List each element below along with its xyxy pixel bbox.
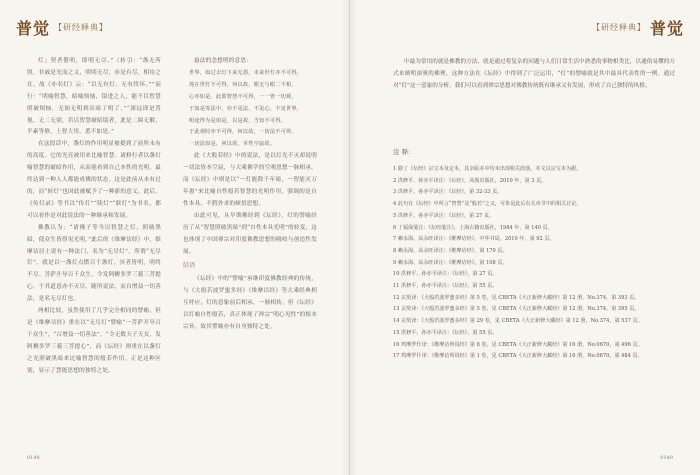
footnote: 5 洪修平、孙亦平译注：《坛经》，第 27 页。 (393, 212, 495, 219)
paragraph: 悬法的念想明的意思： (194, 58, 252, 64)
footnotes-list (393, 164, 675, 363)
footnote: 3 洪修平、孙亦平译注：《坛经》，第 32-33 页。 (393, 189, 503, 196)
verse-line: 于如是等法中，亦不见法，不见心，不见世界， (189, 105, 303, 112)
footnote: 10 洪修平、孙亦平译注：《坛经》，第 27 页。 (393, 271, 498, 278)
footnote: 9 赖永海、高永旺译注：《维摩诘经》，第 108 页。 (393, 259, 508, 266)
section-subtitle: 【研经释典】 (54, 23, 109, 32)
section-subtitle: 【研经释典】 (591, 23, 646, 32)
left-column-2 (183, 56, 317, 334)
verse-line: 世界，如过去灯下来无怨，未来世灯亦不可得， (189, 69, 303, 76)
footnote: 14 玄奘译：《大般若波罗蜜多经》第 29 卷，见 CBETA《大正新修大藏经》第 12 册，No.374，第 537 页。 (393, 318, 643, 325)
book-spine (342, 0, 358, 475)
right-header (592, 16, 684, 39)
paragraph: 《坛经》中的“譬喻”承继印度佛教经典的传统，与《大般若波罗蜜多经》《维摩诘经》等大乘经典相互呼应，灯的意象前后相承，一脉相传。但《坛经》以灯喻自性般若，真正体现了禅宗“明心见性”的根本宗旨，故其譬喻亦有自身独特之处。 (183, 276, 317, 330)
verse-line: 心亦如是，此即智慧不可得，一一皆一切观， (189, 93, 297, 100)
notes-title: 注 释： (393, 148, 415, 156)
footnote: 13 玄奘译：《大般若波罗蜜多经》第 5 卷，见 CBETA《大正新修大藏经》第 12 册，No.374，第 395 页。 (393, 306, 640, 313)
left-column-1 (27, 56, 161, 377)
footnote: 15 洪修平、孙亦平译注：《坛经》，第 55 页。 (393, 329, 498, 336)
page-number-right: 0149 (660, 455, 673, 461)
paragraph: 在这段话中，盏灯的作用明显被提到了前所未有的高度。它的光亮被用来比喻智慧。诸修行者以盏灯喻智慧的破暗作用，从而能看到自己本性的光明，最终达到一种人人都能成佛的状态。这是此前从未有过的，而“转灯”也因此被赋予了一种新的意义。此后，《传灯录》等书以“传灯”“续灯”“联灯”为书名，都可以看作是对此说法的一种继承和发展。 (27, 141, 161, 219)
verse-line: 一切法如是，何以故，本性空寂故。 (189, 141, 276, 148)
paragraph: 此《大般若经》中的说法，是以灯光不灭却说明一切法皆本空寂，与大乘佛学的空观思想一脉相承。而《坛经》中则是以“一灯能除千年暗，一智能灭万年愚”来比喻自性般若智慧的光明作用，强调的是自性本具、不假外求的顿悟思想。 (183, 153, 317, 207)
footnote: 8 赖永海、高永旺译注：《维摩诘经》，第 170 页。 (393, 247, 508, 254)
footnote: 6 丁福保笺注：《坛经笺注》，上海古籍出版社，1984 年，第 140 页。 (393, 224, 553, 231)
verse-line: 于此观时亦不可得，何以故，一切法不可得。 (189, 129, 297, 136)
paragraph: 两相比较，虽然使用了几乎完全相同的譬喻，但是《维摩诘经》重在以“无尽灯”譬喻“一菩萨开导百千众生”，“百增益一切善法”，“令无数天子天女，发阿耨多罗三藐三菩提心”，而《坛经》则重在以盏灯之光照破黑暗来比喻智慧的般若作用。正是这种区别，显示了慧能思想的独特之处。 (27, 308, 161, 374)
verse-line: 明途得为是如是，以是故，当知不可得。 (189, 117, 286, 124)
paragraph: 中最为常用的就是佛教的方法，就是通过将复杂的问题与人们日常生活中熟悉的事物相类比，以通俗易懂的方式来阐明深奥的佛理。这种方法在《坛经》中得到了广泛运用，“灯”的譬喻就是其中最具代表性的一例。通过对“灯”这一意象的分析，我们可以看到禅宗思想对佛教传统既有继承又有发展，形成了自己独特的风格。 (393, 59, 675, 89)
footnote: 4 此句有《坛经》中所言“智慧”及“般若”之义，可参见此后有关章节中的相关讨论。 (393, 201, 582, 208)
brand-logo: 普觉 (649, 19, 684, 38)
footnote: 16 鸠摩罗什译：《维摩诘所说经》第 8 卷，见 CBETA《大正新修大藏经》第 16 册，No.0670，第 496 页。 (393, 341, 643, 348)
paragraph: 佛教认为：“诸佛子等当以智慧之灯，照破黑暗，使众生皆得见光明。”此后的《维摩诘经》中，维摩诘居士说有一种法门，名为“无尽灯”。所谓“无尽灯”，就是以一盏灯点燃百千盏灯，冥者皆明，明终不尽。菩萨开导百千众生，令发阿耨多罗三藐三菩提心，于其道意亦不灭尽，随所说法，而自增益一切善法，是名无尽灯也。 (27, 224, 161, 303)
brand-logo: 普觉 (16, 19, 51, 38)
footnote: 17 鸠摩罗什译：《维摩诘所说经》第 1 卷，见 CBETA《大正新修大藏经》第 16 册，No.0670，第 484 页。 (393, 353, 643, 360)
left-header (16, 16, 108, 39)
footnote: 7 赖永海、高永旺译注：《维摩诘经》，中华书局，2010 年，第 92 页。 (393, 236, 555, 243)
footnote: 2 洪修平、孙亦平译注：《坛经》，凤凰出版社，2010 年，第 3 页。 (393, 177, 547, 184)
verse-line: 现在世灯不可得，何以故，眼无与眼二不相， (189, 81, 297, 88)
paragraph: 由此可见，从早期佛经到《坛经》，灯的譬喻经历了从“智慧照破黑暗”到“自性本具光明”的转变，这也体现了中国禅宗对印度佛教思想的吸收与创造性发展。 (183, 212, 317, 255)
footnote: 1 除了《坛经》宗宝本及定本，其余版本中均未出现相关段落，本文以宗宝本为据。 (393, 166, 582, 172)
footnote: 12 玄奘译：《大般若波罗蜜多经》第 5 卷，见 CBETA《大正新修大藏经》第 12 册，No.374，第 393 页。 (393, 294, 640, 301)
right-intro-text (393, 56, 675, 92)
section-heading: 结语 (183, 262, 196, 270)
paragraph: 灯」契者偕明，即明无尽。”（转引：“盏无所照，非戚是光而之义，明明无尽，亦是有尽，相待之在，故《亦名灯》云：“以无有灯，无有终坏。””而行：“明喻智慧，暗喻烦恼，镜进之人，能不以智慧照破烦恼，无始无明到出暗了明了，”“深远即是普视，无二无别，若以智慧破暗镜者，此是二障无解，平素等修，上智大用，悉不如是。” (27, 58, 161, 136)
footnote: 11 洪修平、孙亦平译注：《坛经》，第 55 页。 (393, 283, 498, 290)
page-number-left: 0148 (27, 455, 40, 461)
